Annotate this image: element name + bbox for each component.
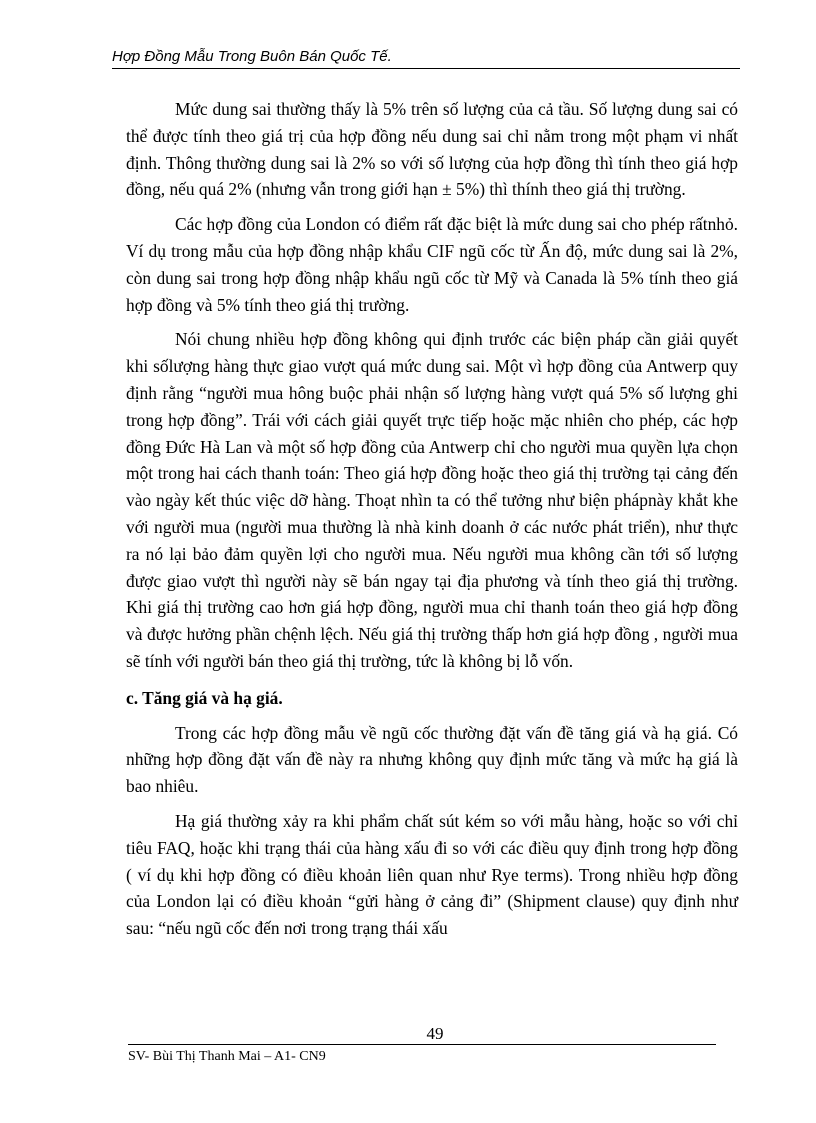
paragraph-london-contracts: Các hợp đồng của London có điểm rất đặc biệt là mức dung sai cho phép rấtnhỏ. Ví dụ trong mẫu của hợp đồng nhập khẩu CIF ngũ cốc từ Ấn độ, mức dung sai là 2%, còn dung sai trong hợp đồng nhập khẩu ngũ cốc từ Mỹ và Canada là 5% tính theo giá hợp đồng và 5% tính theo giá thị trường. [126,214,738,315]
document-body [126,96,738,950]
paragraph-excess-quantity: Nói chung nhiều hợp đồng không qui định trước các biện pháp cần giải quyết khi sốlượng hàng thực giao vượt quá mức dung sai. Một vì hợp đồng của Antwerp quy định rằng “người mua hông buộc phải nhận số lượng hàng vượt quá 5% số lượng ghi trong hợp đồng”. Trái với cách giải quyết trực tiếp hoặc mặc nhiên cho phép, các hợp đồng Đức Hà Lan và một số hợp đồng của Antwerp chỉ cho người mua quyền lựa chọn một trong hai cách thanh toán: Theo giá hợp đồng hoặc theo giá thị trường tại cảng đến vào ngày kết thúc việc dỡ hàng. Thoạt nhìn ta có thể tưởng như biện phápnày khắt khe với người mua (người mua thường là nhà kinh doanh ở các nước phát triển), như thực ra nó lại bảo đảm quyền lợi cho người mua. Nếu người mua không cần tới số lượng được giao vượt thì người này sẽ bán ngay tại địa phương và tính theo giá thị trường. Khi giá thị trường cao hơn giá hợp đồng, người mua chỉ thanh toán theo giá hợp đồng và được hưởng phần chệnh lệch. Nếu giá thị trường thấp hơn giá hợp đồng , người mua sẽ tính với người bán theo giá thị trường, tức là không bị lỗ vốn. [126,329,738,671]
section-heading: c. Tăng giá và hạ giá. [126,687,283,708]
running-header: Hợp Đồng Mẫu Trong Buôn Bán Quốc Tế. [112,48,740,69]
paragraph-price-adjustment: Trong các hợp đồng mẫu về ngũ cốc thường đặt vấn đề tăng giá và hạ giá. Có những hợp đồng đặt vấn đề này ra nhưng không quy định mức tăng và mức hạ giá là bao nhiêu. [126,722,738,797]
footer-author: SV- Bùi Thị Thanh Mai – A1- CN9 [128,1049,326,1064]
paragraph-tolerance-rate: Mức dung sai thường thấy là 5% trên số lượng của cả tầu. Số lượng dung sai có thể được tính theo giá trị của hợp đồng nếu dung sai chỉ nằm trong một phạm vi nhất định. Thông thường dung sai là 2% so với số lượng của hợp đồng thì tính theo giá hợp đồng, nếu quá 2% (nhưng vẫn trong giới hạn ± 5%) thì thính theo giá thị trường. [126,99,738,200]
page-number: 49 [426,1024,444,1043]
paragraph-price-reduction: Hạ giá thường xảy ra khi phẩm chất sút kém so với mẫu hàng, hoặc so với chỉ tiêu FAQ, hoặc khi trạng thái của hàng xấu đi so với các điều quy định trong hợp đồng ( ví dụ khi hợp đồng có điều khoản liên quan như Rye terms). Trong nhiều hợp đồng của London lại có điều khoản “gửi hàng ở cảng đi” (Shipment clause) quy định như sau: “nếu ngũ cốc đến nơi trong trạng thái xấu [126,810,738,939]
footer-divider [128,1044,716,1045]
